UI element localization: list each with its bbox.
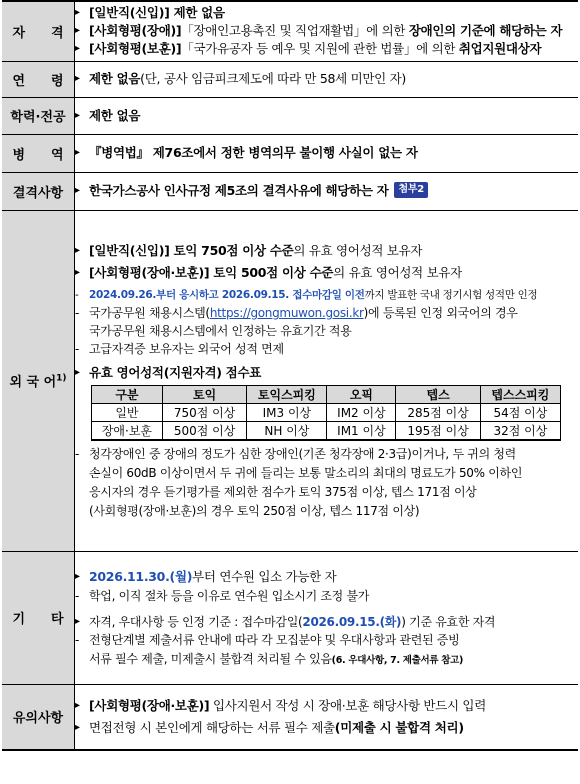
qual-line-general: ▸ [일반직(신입)] 제한 없음: [75, 5, 225, 21]
row-caution: [2, 684, 578, 750]
qual-line-veteran: ▸ [사회형평(보훈)]「국가유공자 등 예우 및 지원에 관한 법률」에 의한 취업지원대상자: [75, 41, 542, 57]
header-etc: 기 타: [2, 551, 75, 684]
bullet-icon: ▸: [75, 147, 80, 158]
bullet-icon: ▸: [75, 367, 80, 378]
requirements-table: [2, 0, 578, 751]
cell-caution: [75, 684, 579, 750]
header-caution: 유의사항: [2, 684, 75, 750]
gongmuwon-link[interactable]: https://gongmuwon.gosi.kr: [209, 306, 364, 320]
table-row: 일반 750점 이상 IM3 이상 IM2 이상 285점 이상 54점 이상: [92, 404, 561, 422]
row-education: [2, 97, 578, 134]
bullet-icon: ▸: [75, 43, 80, 55]
lang-note-exempt: - 고급자격증 보유자는 외국어 성적 면제: [75, 342, 284, 356]
etc-note-docs: - 전형단계별 제출서류 안내에 따라 각 모집분야 및 우대사항과 관련된 증빙: [75, 632, 460, 647]
bullet-icon: ▸: [75, 721, 80, 733]
requirements-sheet: [2, 0, 578, 751]
row-disqualification: [2, 172, 578, 210]
caution-line-docs: ▸ 면접전형 시 본인에게 해당하는 서류 필수 제출(미제출 시 불합격 처리): [75, 717, 578, 739]
cell-age: ▸ 제한 없음(단, 공사 임금피크제도에 따라 만 58세 미만인 자): [75, 61, 579, 97]
lang-note-system: - 국가공무원 채용시스템(https://gongmuwon.gosi.kr)에 등록된 인정 외국어의 경우: [75, 306, 518, 320]
bullet-icon: ▸: [75, 615, 80, 627]
attachment-badge[interactable]: 첨부2: [394, 182, 427, 198]
row-language: [2, 210, 578, 551]
bullet-icon: ▸: [75, 109, 80, 121]
bullet-icon: ▸: [75, 267, 80, 278]
header-military: 병 역: [2, 134, 75, 172]
etc-line-criteria: ▸ 자격, 우대사항 등 인정 기준 : 접수마감일(2026.09.15.(화)) 기준 유효한 자격: [75, 614, 496, 629]
bullet-icon: ▸: [75, 25, 80, 37]
bullet-icon: ▸: [75, 570, 80, 582]
cell-language: ▸ [일반직(신입)] 토익 750점 이상 수준의 유효 영어성적 보유자 ▸ [사회형평(장애·보훈)] 토익 500점 이상 수준의 유효 영어성적 보유자 - 2024.09.26.부터 응시하고 2026.09.15. 접수마감일 이전까지 발표한 국내 정기시험 성적만 인정 - 국가공무원 채용시스템(https://gongmuwon.gosi.kr)에 등록된 인정 외국어의 경우 국가공무원 채용시스템에서 인정하는 유효기간 적용 - 고급자격증 보유자는 외국어 성적 면제 ▸ 유효 영어성적(지원자격) 점수표 구분 토익 토익스피킹 오픽 텝스 텝스스피킹 일반 750점 이상 IM3 이상 IM2 이상 285점 이상 54점 이상 장애·보훈 500점 이상 NH 이상 IM1 이상 195점 이상 32점 이상 - 청각장애인 중 장애의 정도가 심한 장애인(기존 청각장애 2·3급)이거나, 두 귀의 청력 손실이 60dB 이상이면서 두 귀에 들리는 보통 말소리의 최대의 명료도가 50% 이하인 응시자의 경우 듣기평가를 제외한 점수가 토익 375점 이상, 텝스 171점 이상 (사회형평(장애·보훈)의 경우 토익 250점 이상, 텝스 117점 이상): [75, 210, 579, 551]
etc-note-entry: - 학업, 이직 절차 등을 이유로 연수원 입소시기 조정 불가: [75, 588, 370, 603]
lang-note-period: - 2024.09.26.부터 응시하고 2026.09.15. 접수마감일 이전까지 발표한 국내 정기시험 성적만 인정: [75, 289, 538, 301]
caution-line-input: ▸ [사회형평(장애·보훈)] 입사지원서 작성 시 장애·보훈 해당사항 반드시 입력: [75, 695, 578, 717]
cell-military: ▸ 『병역법』 제76조에서 정한 병역의무 불이행 사실이 없는 자: [75, 134, 579, 172]
score-table: [91, 385, 561, 441]
lang-line-social: ▸ [사회형평(장애·보훈)] 토익 500점 이상 수준의 유효 영어성적 보유자: [75, 262, 578, 284]
header-age: 연 령: [2, 61, 75, 97]
lang-note-system-cont: 국가공무원 채용시스템에서 인정하는 유효기간 적용: [89, 324, 352, 338]
etc-line-entry: ▸ 2026.11.30.(월)부터 연수원 입소 가능한 자: [75, 566, 578, 587]
header-language: 외 국 어$^{1)}$: [2, 210, 75, 551]
score-table-header-row: 구분 토익 토익스피킹 오픽 텝스 텝스스피킹: [92, 386, 561, 404]
cell-disqualification: ▸ 한국가스공사 인사규정 제5조의 결격사유에 해당하는 자 첨부2: [75, 172, 579, 210]
row-etc: [2, 551, 578, 684]
cell-education: ▸ 제한 없음: [75, 97, 579, 134]
cell-qualification: [75, 1, 579, 61]
lang-note-hearing: - 청각장애인 중 장애의 정도가 심한 장애인(기존 청각장애 2·3급)이거나, 두 귀의 청력: [75, 447, 516, 461]
lang-line-general: ▸ [일반직(신입)] 토익 750점 이상 수준의 유효 영어성적 보유자: [75, 240, 578, 262]
score-table-title: ▸ 유효 영어성적(지원자격) 점수표: [75, 365, 262, 380]
header-qualification: 자 격: [2, 1, 75, 61]
qual-line-disabled: ▸ [사회형평(장애)]「장애인고용촉진 및 직업재활법」에 의한 장애인의 기준에 해당하는 자: [75, 23, 563, 39]
row-qualification: [2, 1, 578, 61]
bullet-icon: ▸: [75, 699, 80, 711]
bullet-icon: ▸: [75, 185, 80, 196]
row-military: [2, 134, 578, 172]
table-row: 장애·보훈 500점 이상 NH 이상 IM1 이상 195점 이상 32점 이상: [92, 422, 561, 441]
row-age: [2, 61, 578, 97]
cell-etc: ▸ 2026.11.30.(월)부터 연수원 입소 가능한 자 - 학업, 이직 절차 등을 이유로 연수원 입소시기 조정 불가 ▸ 자격, 우대사항 등 인정 기준 : 접수마감일(2026.09.15.(화)) 기준 유효한 자격 - 전형단계별 제출서류 안내에 따라 각 모집분야 및 우대사항과 관련된 증빙 서류 필수 제출, 미제출시 불합격 처리될 수 있음(6. 우대사항, 7. 제출서류 참고): [75, 551, 579, 684]
bullet-icon: ▸: [75, 7, 80, 19]
bullet-icon: ▸: [75, 73, 80, 84]
header-disqualification: 결격사항: [2, 172, 75, 210]
bullet-icon: ▸: [75, 245, 80, 256]
header-education: 학력·전공: [2, 97, 75, 134]
